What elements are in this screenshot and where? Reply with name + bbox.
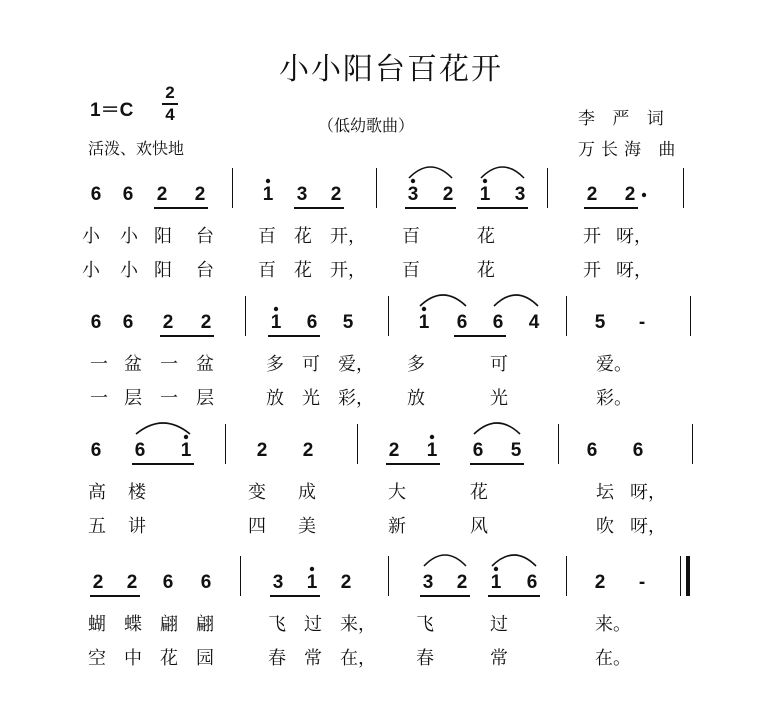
lyricist-credit: 李 严 词 bbox=[578, 109, 670, 129]
time-signature-bottom: 4 bbox=[165, 105, 175, 124]
slur bbox=[420, 295, 466, 306]
lyric-verse-1: 呀， bbox=[630, 482, 666, 503]
lyric-verse-1: 爱， bbox=[338, 354, 374, 375]
note: 2 bbox=[456, 572, 468, 593]
lyric-verse-1: 多 bbox=[407, 354, 425, 375]
note: - bbox=[638, 312, 646, 333]
note: 2 bbox=[594, 572, 606, 593]
note: 6 bbox=[90, 312, 102, 333]
slur bbox=[494, 295, 538, 306]
note: 2 bbox=[162, 312, 174, 333]
lyric-verse-2: 园 bbox=[196, 648, 214, 669]
lyric-verse-2: 百 bbox=[402, 260, 420, 281]
lyric-verse-1: 来。 bbox=[595, 614, 631, 635]
lyric-verse-1: 蝴 bbox=[88, 614, 106, 635]
note: 5 bbox=[510, 440, 522, 461]
lyric-verse-1: 来， bbox=[340, 614, 376, 635]
note: 2 bbox=[624, 184, 636, 205]
note: 3 bbox=[272, 572, 284, 593]
augmentation-dot bbox=[642, 193, 646, 197]
note: 2 bbox=[302, 440, 314, 461]
lyric-verse-2: 新 bbox=[388, 516, 406, 537]
note: 3 bbox=[296, 184, 308, 205]
lyric-verse-2: 呀， bbox=[616, 260, 652, 281]
note: 2 bbox=[126, 572, 138, 593]
octave-dot bbox=[274, 307, 278, 311]
note: 3 bbox=[422, 572, 434, 593]
lyric-verse-2: 彩。 bbox=[596, 388, 632, 409]
lyric-verse-2: 光 bbox=[490, 388, 508, 409]
note: 6 bbox=[200, 572, 212, 593]
lyric-verse-1: 阳 bbox=[154, 226, 172, 247]
note: 2 bbox=[200, 312, 212, 333]
lyric-verse-2: 空 bbox=[88, 648, 106, 669]
key-signature: 1＝C bbox=[90, 100, 134, 121]
lyric-verse-1: 呀， bbox=[616, 226, 652, 247]
note: 6 bbox=[134, 440, 146, 461]
lyric-verse-1: 小 bbox=[120, 226, 138, 247]
note: 6 bbox=[90, 440, 102, 461]
note: 2 bbox=[442, 184, 454, 205]
lyric-verse-1: 盆 bbox=[196, 354, 214, 375]
lyric-verse-2: 花 bbox=[294, 260, 312, 281]
lyric-verse-2: 中 bbox=[124, 648, 142, 669]
lyric-verse-1: 盆 bbox=[124, 354, 142, 375]
octave-dot bbox=[422, 307, 426, 311]
lyric-verse-1: 蝶 bbox=[124, 614, 142, 635]
lyric-verse-2: 一 bbox=[90, 388, 108, 409]
lyric-verse-1: 可 bbox=[490, 354, 508, 375]
note: 3 bbox=[407, 184, 419, 205]
lyric-verse-1: 过 bbox=[490, 614, 508, 635]
note: 6 bbox=[472, 440, 484, 461]
note: 1 bbox=[418, 312, 430, 333]
note: 1 bbox=[306, 572, 318, 593]
lyric-verse-2: 放 bbox=[266, 388, 284, 409]
octave-dot bbox=[310, 567, 314, 571]
note: 6 bbox=[586, 440, 598, 461]
lyric-verse-2: 小 bbox=[120, 260, 138, 281]
octave-dot bbox=[483, 179, 487, 183]
lyric-verse-1: 可 bbox=[302, 354, 320, 375]
lyric-verse-1: 变 bbox=[248, 482, 266, 503]
lyric-verse-2: 开 bbox=[583, 260, 601, 281]
note: 2 bbox=[586, 184, 598, 205]
lyric-verse-1: 小 bbox=[82, 226, 100, 247]
note: 4 bbox=[528, 312, 540, 333]
lyric-verse-1: 楼 bbox=[128, 482, 146, 503]
note: 1 bbox=[490, 572, 502, 593]
lyric-verse-1: 坛 bbox=[596, 482, 614, 503]
lyric-verse-1: 爱。 bbox=[596, 354, 632, 375]
lyric-verse-2: 五 bbox=[88, 516, 106, 537]
note: 6 bbox=[122, 184, 134, 205]
lyric-verse-1: 开 bbox=[583, 226, 601, 247]
lyric-verse-2: 美 bbox=[298, 516, 316, 537]
note: 1 bbox=[180, 440, 192, 461]
note: 6 bbox=[456, 312, 468, 333]
slur bbox=[492, 555, 536, 566]
lyric-verse-1: 飞 bbox=[268, 614, 286, 635]
note: 2 bbox=[194, 184, 206, 205]
octave-dot bbox=[266, 179, 270, 183]
slur bbox=[136, 423, 190, 434]
lyric-verse-2: 层 bbox=[196, 388, 214, 409]
note: 2 bbox=[330, 184, 342, 205]
note: 2 bbox=[340, 572, 352, 593]
note: 6 bbox=[526, 572, 538, 593]
note: 6 bbox=[122, 312, 134, 333]
composer-credit: 万长海 曲 bbox=[578, 140, 682, 160]
lyric-verse-2: 常 bbox=[490, 648, 508, 669]
lyric-verse-2: 阳 bbox=[154, 260, 172, 281]
lyric-verse-1: 过 bbox=[304, 614, 322, 635]
lyric-verse-2: 讲 bbox=[128, 516, 146, 537]
lyric-verse-2: 在， bbox=[340, 648, 376, 669]
lyric-verse-1: 百 bbox=[402, 226, 420, 247]
lyric-verse-1: 开， bbox=[330, 226, 366, 247]
lyric-verse-1: 成 bbox=[298, 482, 316, 503]
lyric-verse-2: 吹 bbox=[596, 516, 614, 537]
note: 6 bbox=[306, 312, 318, 333]
lyric-verse-2: 常 bbox=[304, 648, 322, 669]
note: 6 bbox=[162, 572, 174, 593]
lyric-verse-2: 一 bbox=[160, 388, 178, 409]
note: 6 bbox=[90, 184, 102, 205]
lyric-verse-1: 翩 bbox=[196, 614, 214, 635]
lyric-verse-1: 一 bbox=[90, 354, 108, 375]
slur bbox=[409, 167, 452, 178]
lyric-verse-1: 多 bbox=[266, 354, 284, 375]
lyric-verse-1: 台 bbox=[196, 226, 214, 247]
time-signature-top: 2 bbox=[165, 83, 175, 102]
lyric-verse-2: 百 bbox=[258, 260, 276, 281]
lyric-verse-2: 花 bbox=[160, 648, 178, 669]
note: 1 bbox=[479, 184, 491, 205]
lyric-verse-2: 风 bbox=[470, 516, 488, 537]
lyric-verse-2: 彩， bbox=[338, 388, 374, 409]
slur bbox=[474, 423, 520, 434]
lyric-verse-2: 花 bbox=[477, 260, 495, 281]
octave-dot bbox=[494, 567, 498, 571]
lyric-verse-1: 一 bbox=[160, 354, 178, 375]
note: 1 bbox=[262, 184, 274, 205]
note: 3 bbox=[514, 184, 526, 205]
lyric-verse-1: 花 bbox=[294, 226, 312, 247]
note: 1 bbox=[426, 440, 438, 461]
lyric-verse-1: 花 bbox=[477, 226, 495, 247]
note: 2 bbox=[92, 572, 104, 593]
subtitle: （低幼歌曲） bbox=[318, 116, 415, 135]
lyric-verse-1: 花 bbox=[470, 482, 488, 503]
note: 2 bbox=[256, 440, 268, 461]
note: 2 bbox=[156, 184, 168, 205]
note: 1 bbox=[270, 312, 282, 333]
note: 2 bbox=[388, 440, 400, 461]
note: 6 bbox=[632, 440, 644, 461]
lyric-verse-2: 放 bbox=[407, 388, 425, 409]
lyric-verse-2: 层 bbox=[124, 388, 142, 409]
lyric-verse-1: 高 bbox=[88, 482, 106, 503]
song-title: 小小阳台百花开 bbox=[279, 52, 503, 87]
note: 6 bbox=[492, 312, 504, 333]
lyric-verse-2: 四 bbox=[248, 516, 266, 537]
lyric-verse-1: 百 bbox=[258, 226, 276, 247]
slur bbox=[424, 555, 466, 566]
lyric-verse-1: 翩 bbox=[160, 614, 178, 635]
lyric-verse-2: 春 bbox=[268, 648, 286, 669]
note: - bbox=[638, 572, 646, 593]
lyric-verse-1: 大 bbox=[388, 482, 406, 503]
octave-dot bbox=[430, 435, 434, 439]
lyric-verse-2: 在。 bbox=[595, 648, 631, 669]
lyric-verse-1: 飞 bbox=[416, 614, 434, 635]
octave-dot bbox=[411, 179, 415, 183]
lyric-verse-2: 开， bbox=[330, 260, 366, 281]
lyric-verse-2: 台 bbox=[196, 260, 214, 281]
lyric-verse-2: 光 bbox=[302, 388, 320, 409]
note: 5 bbox=[594, 312, 606, 333]
lyric-verse-2: 小 bbox=[82, 260, 100, 281]
lyric-verse-2: 春 bbox=[416, 648, 434, 669]
note: 5 bbox=[342, 312, 354, 333]
lyric-verse-2: 呀， bbox=[630, 516, 666, 537]
octave-dot bbox=[184, 435, 188, 439]
tempo-marking: 活泼、欢快地 bbox=[88, 139, 185, 158]
slur bbox=[481, 167, 524, 178]
